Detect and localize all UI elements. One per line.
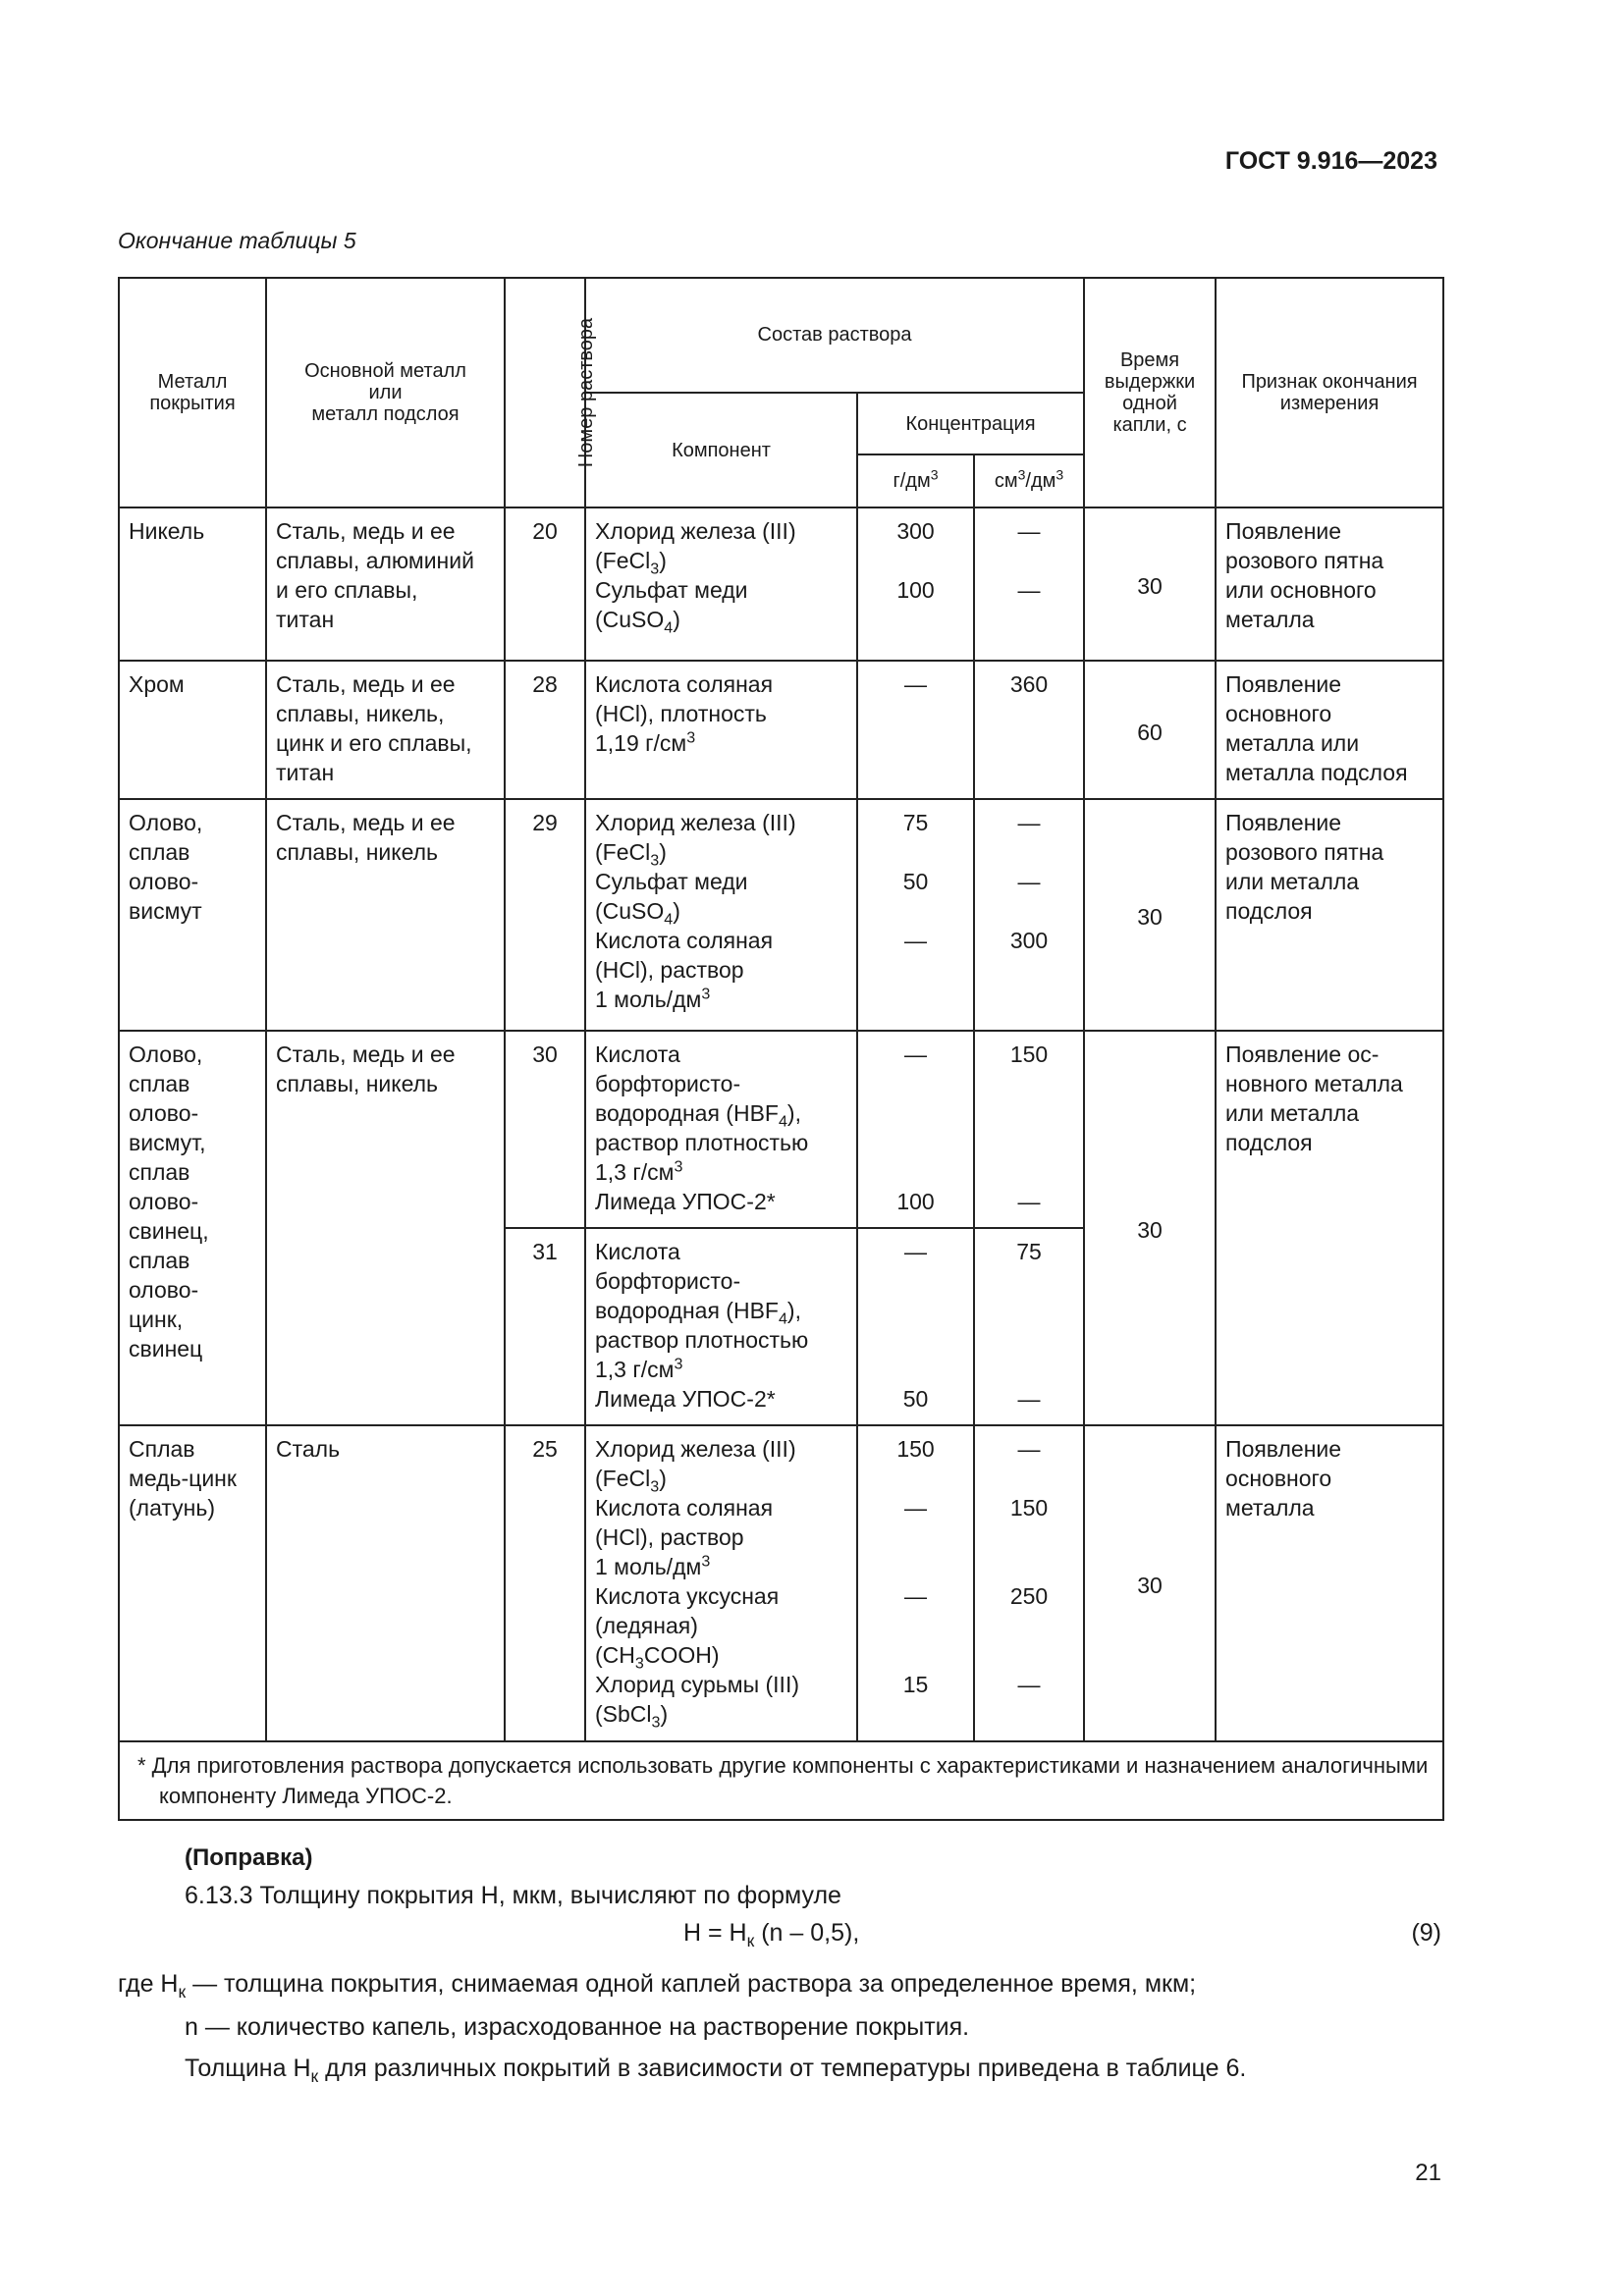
conc-g-cell: 300 100 xyxy=(857,507,974,661)
table-row xyxy=(119,1031,1443,1228)
paragraph-6-13-3: 6.13.3 Толщину покрытия H, мкм, вычисляют по формуле xyxy=(185,1882,841,1909)
table-row xyxy=(119,507,1443,661)
base-cell: Сталь, медь и ее сплавы, никель xyxy=(266,799,505,1031)
head-solution-number: Номер раствора xyxy=(505,278,585,507)
head-base-metal: Основной металл или металл подслоя xyxy=(266,278,505,507)
table-footnote: * Для приготовления раствора допускается использовать другие компоненты с характеристиками и назначением аналогичными компоненту Лимеда УПОС-2. xyxy=(119,1741,1443,1820)
solution-number: 25 xyxy=(505,1425,585,1741)
head-unit-g: $г/дм^3$ xyxy=(857,454,974,507)
time-cell: 30 xyxy=(1084,507,1216,661)
table-caption: Окончание таблицы 5 xyxy=(118,228,356,253)
head-time: Время выдержки одной капли, с xyxy=(1084,278,1216,507)
formula-number: (9) xyxy=(1411,1919,1441,1947)
component-cell: Кислота борфтористо- водородная $(HBF_4)$, раствор плотностью 1,3 $г/см^3$ Лимеда УПОС-2* xyxy=(585,1228,857,1425)
table-note-row xyxy=(119,1741,1443,1820)
sign-cell: Появление основного металла xyxy=(1216,1425,1443,1741)
base-cell: Сталь, медь и ее сплавы, никель xyxy=(266,1031,505,1425)
metal-cell: Олово, сплав олово- висмут xyxy=(119,799,266,1031)
head-sign: Признак окончания измерения xyxy=(1216,278,1443,507)
sign-cell: Появление ос- новного металла или металла подслоя xyxy=(1216,1031,1443,1425)
solution-number: 29 xyxy=(505,799,585,1031)
time-cell: 60 xyxy=(1084,661,1216,799)
base-cell: Сталь xyxy=(266,1425,505,1741)
formula: $H = H_к$ (n – 0,5), xyxy=(683,1919,860,1950)
component-cell: Хлорид железа (III) (FeCl$_3$) Сульфат меди (CuSO$_4$) xyxy=(585,507,857,661)
conc-cm-cell: — — xyxy=(974,507,1084,661)
table-5 xyxy=(118,277,1444,1821)
table-row xyxy=(119,661,1443,799)
metal-cell: Олово, сплав олово- висмут, сплав олово- свинец, сплав олово- цинк, свинец xyxy=(119,1031,266,1425)
time-cell: 30 xyxy=(1084,1425,1216,1741)
base-cell: Сталь, медь и ее сплавы, алюминий и его сплавы, титан xyxy=(266,507,505,661)
base-cell: Сталь, медь и ее сплавы, никель, цинк и его сплавы, титан xyxy=(266,661,505,799)
conc-g-cell: 150 — — 15 xyxy=(857,1425,974,1741)
conc-g-cell: 75 50 — xyxy=(857,799,974,1031)
page-number: 21 xyxy=(1415,2160,1441,2186)
paragraph-table-6-ref: Толщина $H_к$ для различных покрытий в зависимости от температуры приведена в таблице 6. xyxy=(185,2055,1247,2086)
head-unit-cm: $см^3/дм^3$ xyxy=(974,454,1084,507)
metal-cell: Сплав медь-цинк (латунь) xyxy=(119,1425,266,1741)
time-cell: 30 xyxy=(1084,799,1216,1031)
where-definition-hk: где $H_к$ — толщина покрытия, снимаемая одной каплей раствора за определенное время, мкм; xyxy=(118,1970,1197,2002)
conc-cm-cell: — 150 250 — xyxy=(974,1425,1084,1741)
sign-cell: Появление розового пятна или металла подслоя xyxy=(1216,799,1443,1031)
where-definition-n: n — количество капель, израсходованное на растворение покрытия. xyxy=(185,2013,970,2041)
solution-number: 30 xyxy=(505,1031,585,1228)
head-metal: Металл покрытия xyxy=(119,278,266,507)
conc-g-cell: — 50 xyxy=(857,1228,974,1425)
table-row xyxy=(119,1425,1443,1741)
conc-g-cell: — 100 xyxy=(857,1031,974,1228)
metal-cell: Хром xyxy=(119,661,266,799)
conc-g-cell: — xyxy=(857,661,974,799)
component-cell: Кислота соляная (HCl), плотность 1,19 $г/см^3$ xyxy=(585,661,857,799)
conc-cm-cell: 360 xyxy=(974,661,1084,799)
sign-cell: Появление розового пятна или основного металла xyxy=(1216,507,1443,661)
metal-cell: Никель xyxy=(119,507,266,661)
solution-number: 28 xyxy=(505,661,585,799)
head-composition: Состав раствора xyxy=(585,278,1084,393)
component-cell: Хлорид железа (III) (FeCl$_3$) Сульфат меди (CuSO$_4$) Кислота соляная (HCl), раствор 1 моль/$дм^3$ xyxy=(585,799,857,1031)
table-row xyxy=(119,799,1443,1031)
solution-number: 20 xyxy=(505,507,585,661)
conc-cm-cell: 150 — xyxy=(974,1031,1084,1228)
component-cell: Кислота борфтористо- водородная $(HBF_4)$, раствор плотностью 1,3 $г/см^3$ Лимеда УПОС-2* xyxy=(585,1031,857,1228)
sign-cell: Появление основного металла или металла подслоя xyxy=(1216,661,1443,799)
conc-cm-cell: — — 300 xyxy=(974,799,1084,1031)
component-cell: Хлорид железа (III) (FeCl$_3$) Кислота соляная (HCl), раствор 1 моль/$дм^3$ Кислота уксусная (ледяная) $(CH_3COOH)$ Хлорид сурьмы (III) (SbCl$_3$) xyxy=(585,1425,857,1741)
document-number: ГОСТ 9.916—2023 xyxy=(1224,147,1437,175)
head-component: Компонент xyxy=(585,393,857,507)
head-concentration: Концентрация xyxy=(857,393,1084,454)
solution-number: 31 xyxy=(505,1228,585,1425)
amendment-note: (Поправка) xyxy=(185,1844,313,1871)
conc-cm-cell: 75 — xyxy=(974,1228,1084,1425)
time-cell: 30 xyxy=(1084,1031,1216,1425)
